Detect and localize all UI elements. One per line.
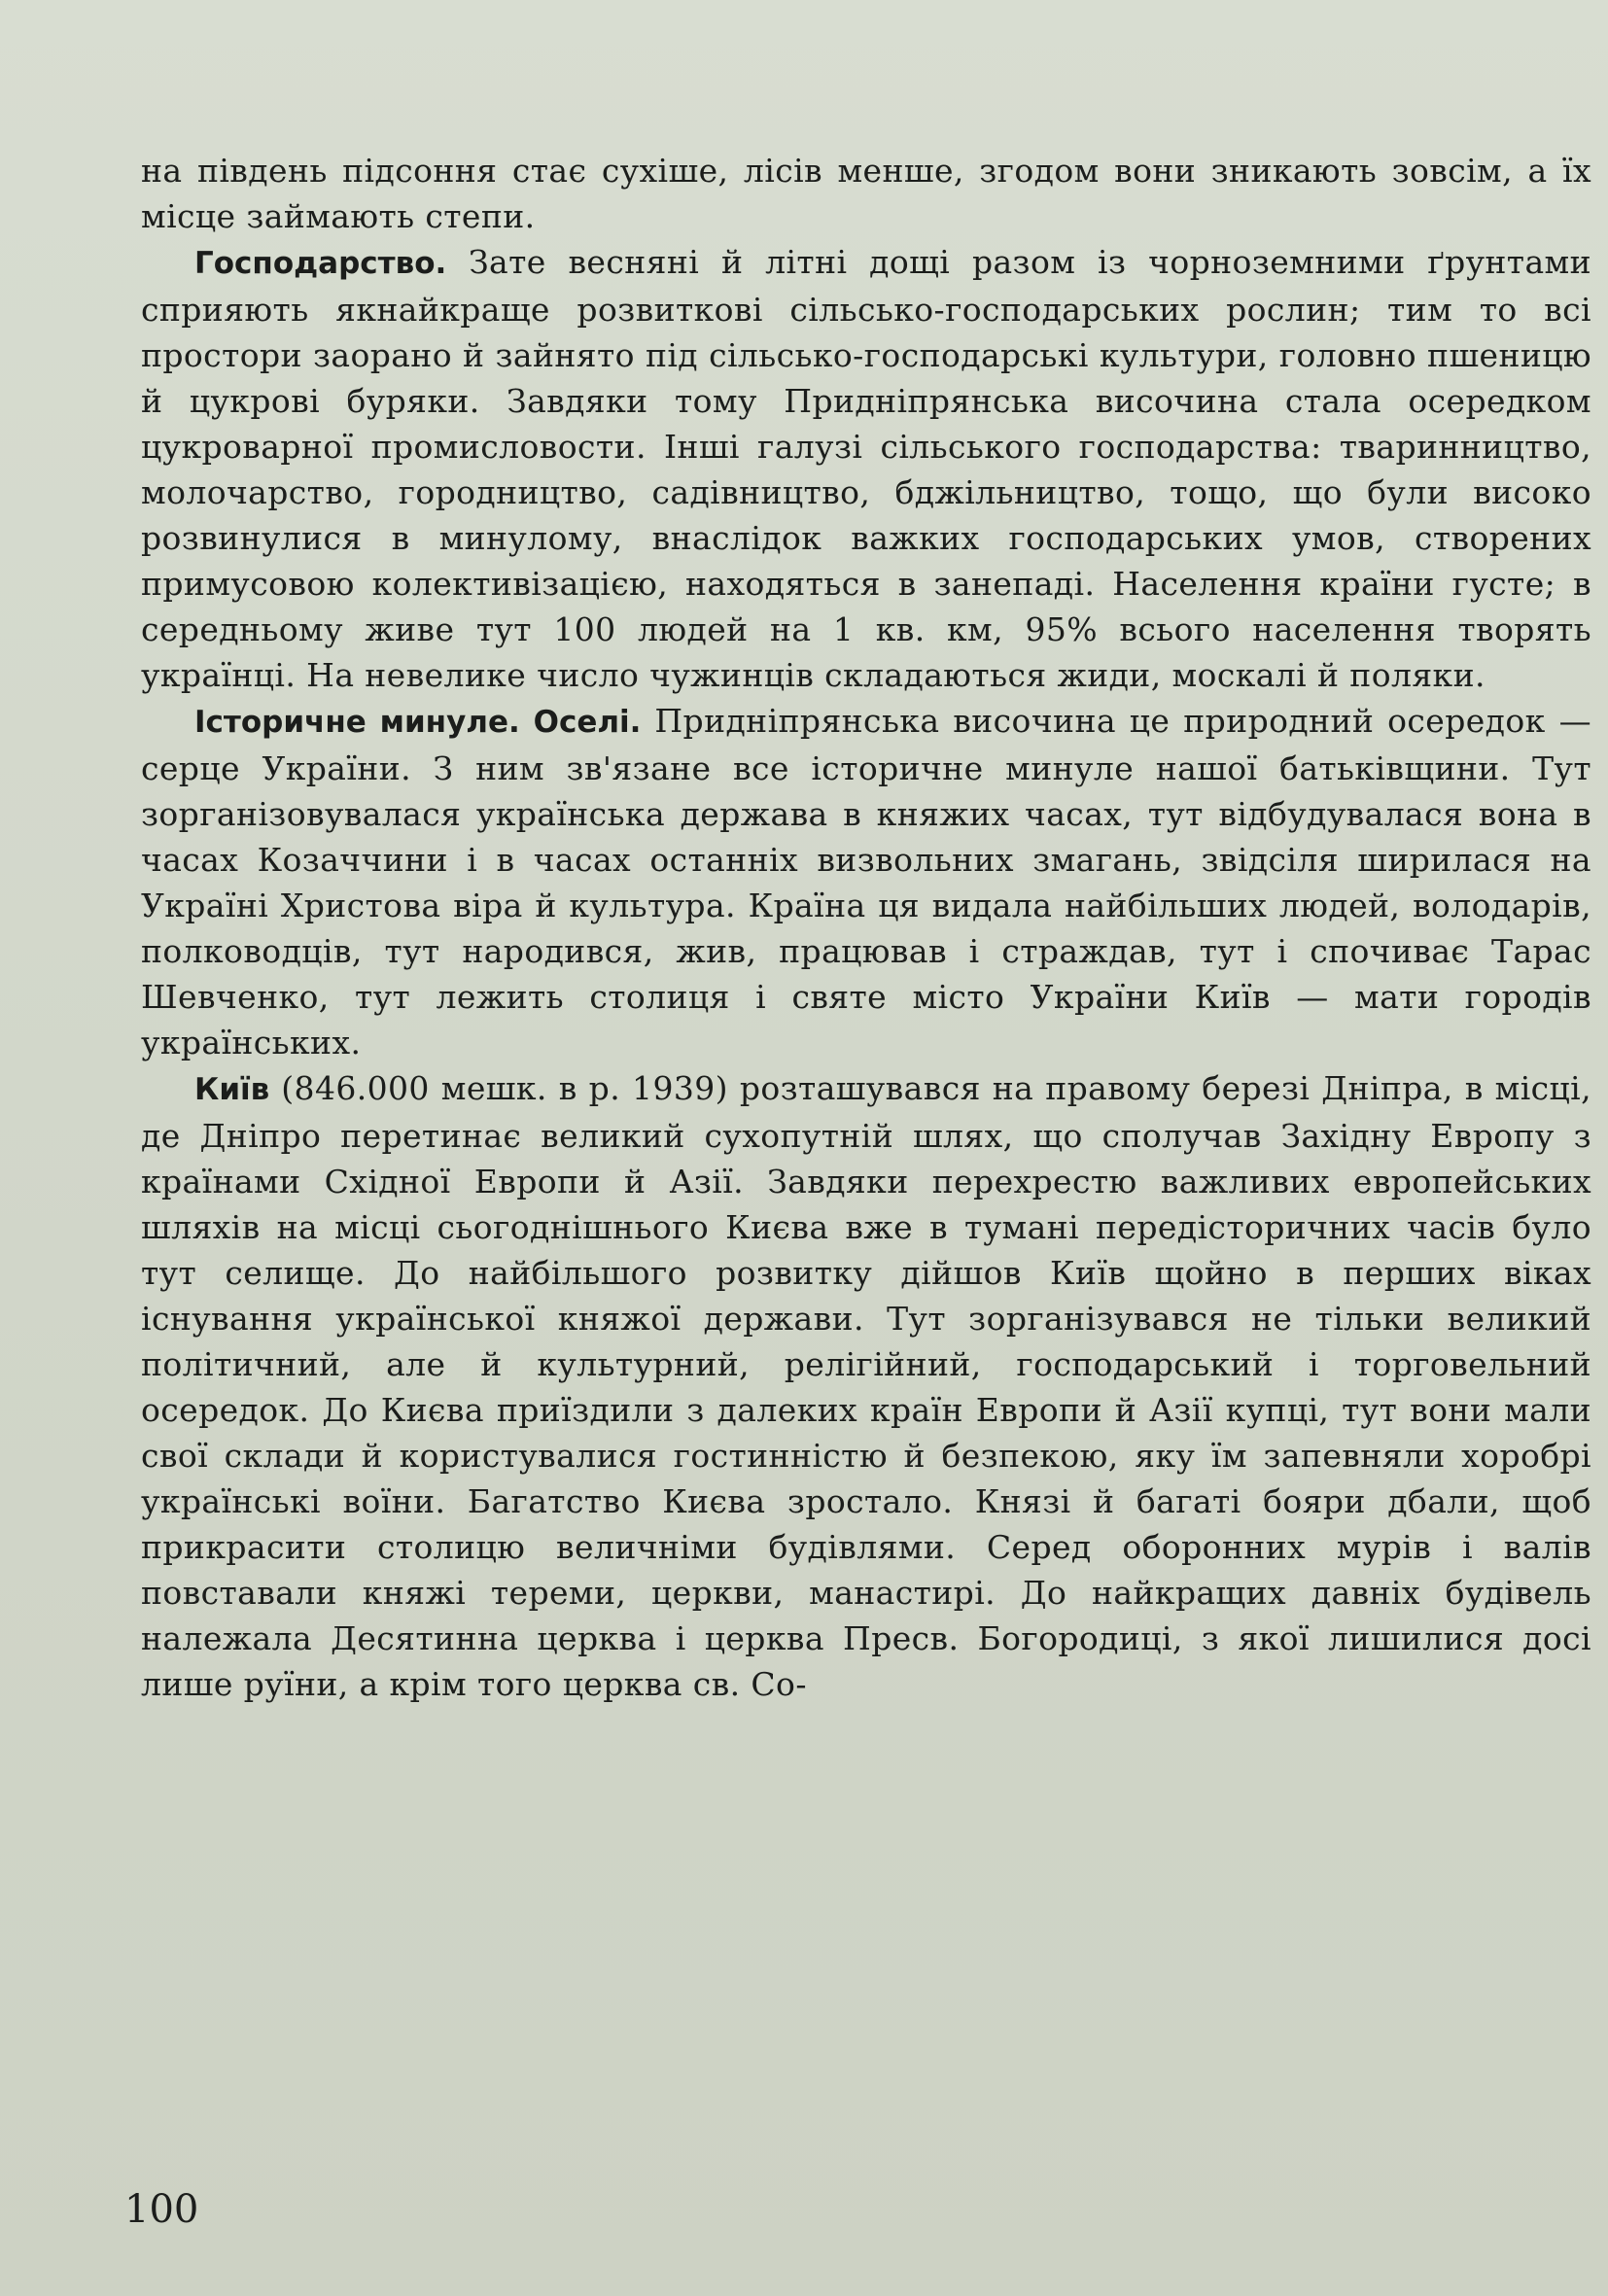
- body-text: [141, 148, 1591, 1707]
- section-heading-economy: Господарство.: [194, 246, 447, 281]
- section-heading-history: Історичне минуле. Оселі.: [194, 705, 642, 740]
- paragraph-text: (846.000 мешк. в р. 1939) розташувався на правому березі Дніпра, в місці, де Дніпро перетинає великий сухопутній шлях, що сполучав Західну Европу з країнами Східної Европи й Азії. Завдяки перехрестю важливих европейських шляхів на місці сьогоднішнього Києва вже в тумані передісторичних часів було тут селище. До найбільшого розвитку дійшов Київ щойно в перших віках існування української княжої держави. Тут зорганізувався не тільки великий політичний, але й культурний, релігійний, господарський і торговельний осередок. До Києва приїздили з далеких країн Европи й Азії купці, тут вони мали свої склади й користувалися гостинністю й безпекою, яку їм запевняли хоробрі українські воїни. Багатство Києва зростало. Князі й багаті бояри дбали, щоб прикрасити столицю величніми будівлями. Серед оборонних мурів і валів повставали княжі тереми, церкви, манастирі. До найкращих давніх будівель належала Десятинна церква і церква Пресв. Богородиці, з якої лишилися досі лише руїни, а крім того церква св. Со-: [141, 1069, 1591, 1703]
- paragraph-kyiv: [141, 1065, 1591, 1707]
- paragraph-history: [141, 698, 1591, 1065]
- paragraph-continuation: [141, 148, 1591, 239]
- section-heading-kyiv: Київ: [194, 1072, 270, 1107]
- paragraph-text: Зате весняні й літні дощі разом із чорноземними ґрунтами сприяють якнайкраще розвиткові сільсько-господарських рослин; тим то всі простори заорано й зайнято під сільсько-господарські культури, головно пшеницю й цукрові буряки. Завдяки тому Придніпрянська височина стала осередком цукроварної промисловости. Інші галузі сільського господарства: тваринництво, молочарство, городництво, садівництво, бджільництво, тощо, що були високо розвинулися в минулому, внаслідок важких господарських умов, створених примусовою колективізацією, находяться в занепаді. Населення країни густе; в середньому живе тут 100 людей на 1 кв. км, 95% всього населення творять українці. На невелике число чужинців складаються жиди, москалі й поляки.: [141, 243, 1591, 694]
- paragraph-economy: [141, 239, 1591, 698]
- paragraph-text: на південь підсоння стає сухіше, лісів менше, згодом вони зникають зовсім, а їх місце займають степи.: [141, 152, 1591, 235]
- paragraph-text: Придніпрянська височина це природний осередок — серце України. З ним зв'язане все історичне минуле нашої батьківщини. Тут зорганізовувалася українська держава в княжих часах, тут відбудувалася вона в часах Козаччини і в часах останніх визвольних змагань, звідсіля ширилася на Україні Христова віра й культура. Країна ця видала найбільших людей, володарів, полководців, тут народився, жив, працював і страждав, тут і спочиває Тарас Шевченко, тут лежить столиця і святе місто України Київ — мати городів українських.: [141, 702, 1591, 1061]
- page-number: 100: [124, 2187, 199, 2232]
